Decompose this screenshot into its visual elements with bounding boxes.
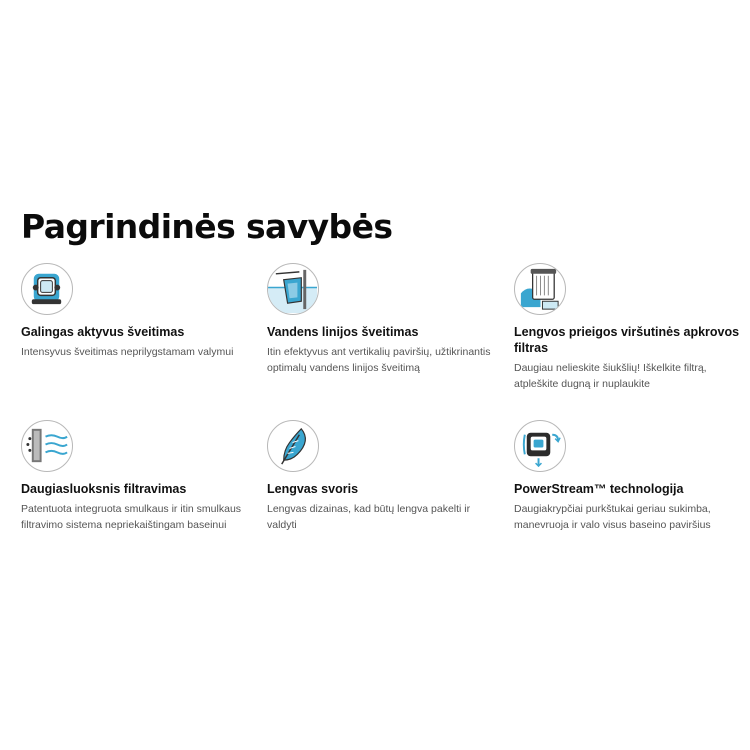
feature-title: Vandens linijos šveitimas — [267, 325, 419, 339]
feature-description: Lengvas dizainas, kad būtų lengva pakelti ir valdyti — [267, 503, 471, 531]
cleaning-brush-icon — [21, 263, 73, 315]
page-title: Pagrindinės savybės — [21, 207, 393, 246]
feature-item — [514, 420, 746, 533]
powerstream-icon — [514, 420, 566, 472]
feature-title: Lengvos prieigos viršutinės apkrovos filtras — [514, 325, 740, 355]
top-load-filter-icon — [514, 263, 566, 315]
feature-title: PowerStream™ technologija — [514, 482, 684, 496]
feature-item — [21, 263, 253, 361]
feature-description: Daugiakrypčiai purkštukai geriau sukimba, manevruoja ir valo visus baseino paviršius — [514, 503, 711, 531]
multilayer-filter-icon — [21, 420, 73, 472]
feature-description: Daugiau nelieskite šiukšlių! Iškelkite filtrą, atpleškite dugną ir nuplaukite — [514, 362, 707, 390]
feature-description: Patentuota integruota smulkaus ir itin smulkaus filtravimo sistema nepriekaištingam baseinui — [21, 503, 242, 531]
feature-item — [21, 420, 253, 533]
feature-title: Galingas aktyvus šveitimas — [21, 325, 185, 339]
feature-item — [267, 420, 499, 533]
feather-icon — [267, 420, 319, 472]
feature-description: Intensyvus šveitimas neprilygstamam valymui — [21, 346, 234, 358]
feature-item — [514, 263, 746, 392]
feature-title: Lengvas svoris — [267, 482, 359, 496]
feature-item — [267, 263, 499, 376]
feature-title: Daugiasluoksnis filtravimas — [21, 482, 187, 496]
feature-description: Itin efektyvus ant vertikalių paviršių, užtikrinantis optimalų vandens linijos šveitimą — [267, 346, 491, 374]
waterline-icon — [267, 263, 319, 315]
